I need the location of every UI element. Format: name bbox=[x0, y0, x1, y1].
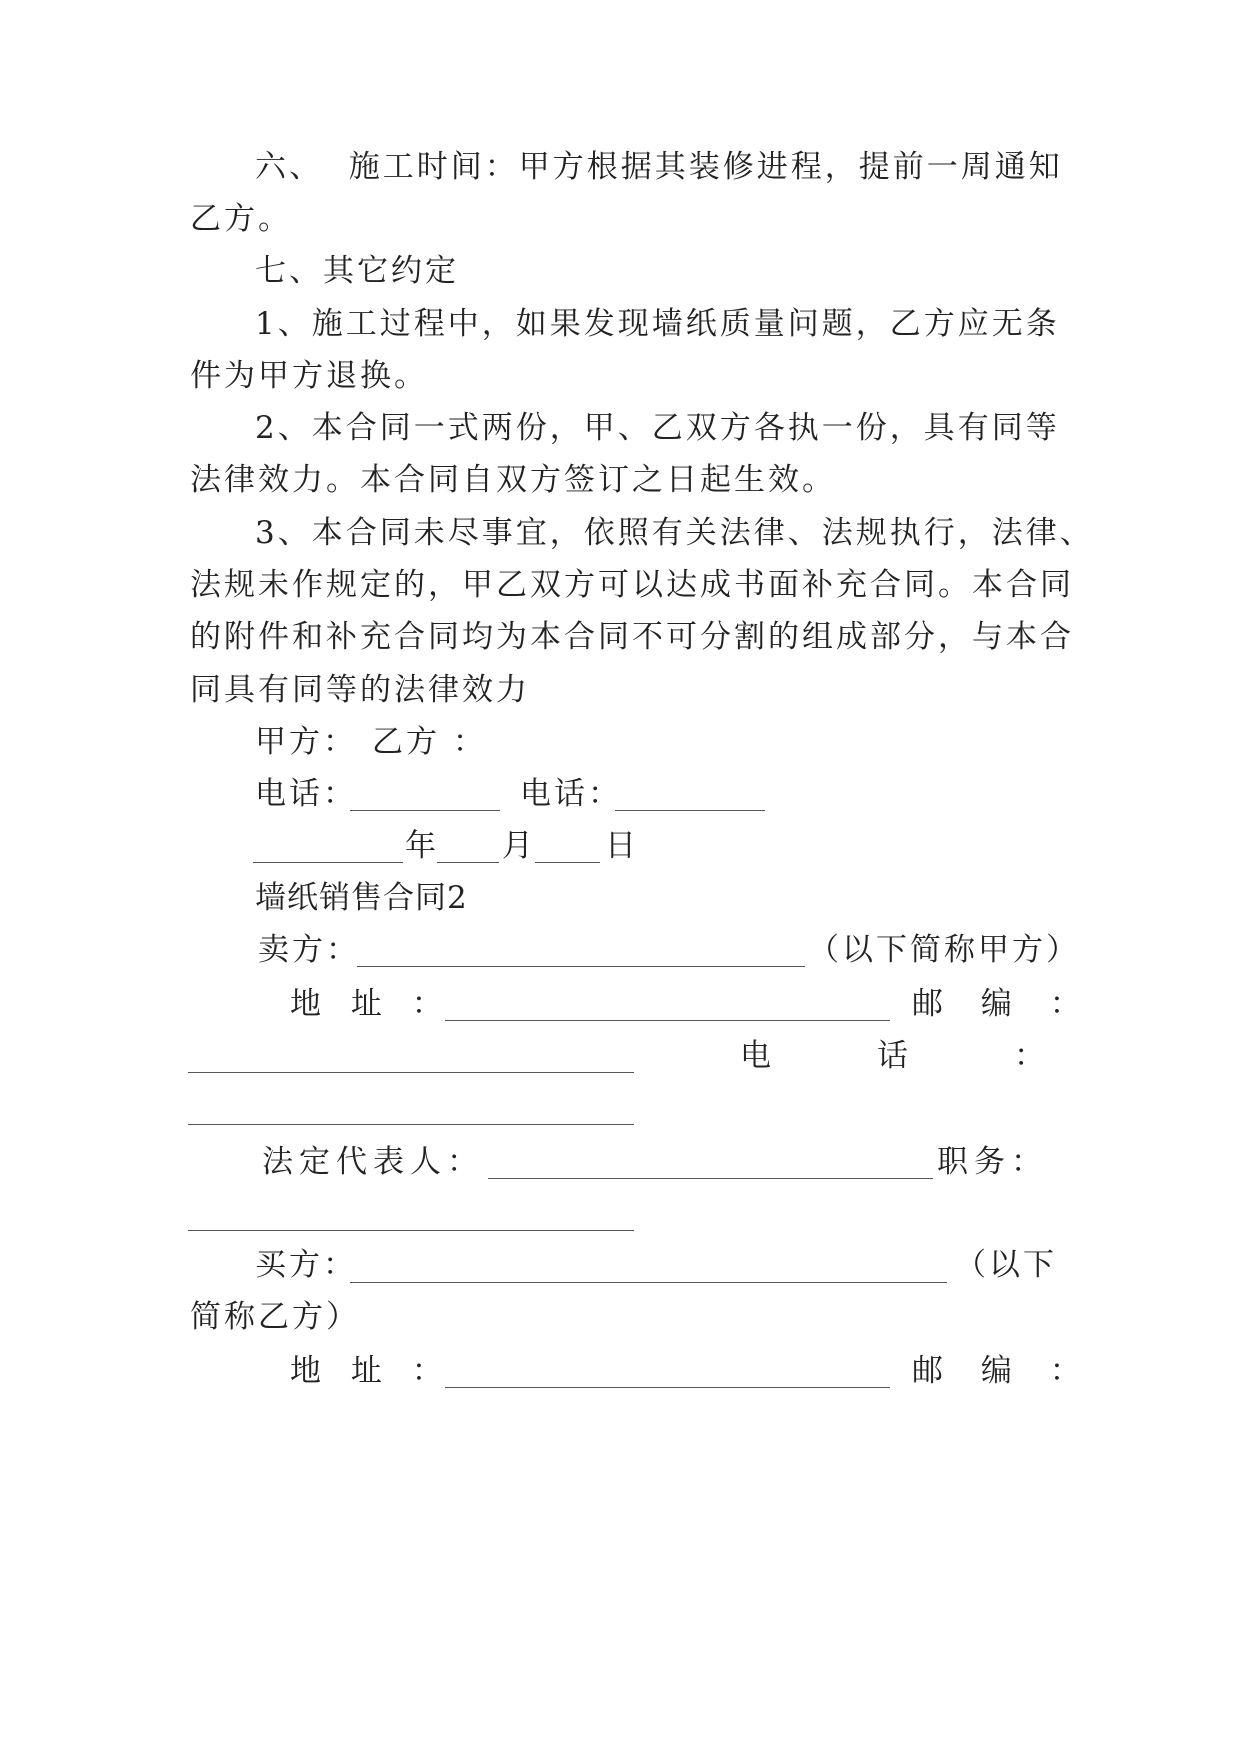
seller-blank bbox=[357, 966, 805, 967]
date-month-label: 月 bbox=[502, 828, 536, 864]
tel-char-2: 话 bbox=[877, 1038, 911, 1074]
legal-rep-label: 法定代表人： bbox=[262, 1144, 484, 1180]
tel-char-1: 电 bbox=[740, 1038, 774, 1074]
buyer-blank bbox=[350, 1282, 947, 1283]
contract-2-title: 墙纸销售合同2 bbox=[255, 880, 468, 916]
item-3-line-2: 法规未作规定的，甲乙双方可以达成书面补充合同。本合同 bbox=[190, 567, 1074, 603]
buyer-suffix: （以下 bbox=[955, 1247, 1057, 1283]
party-b-label: 乙方 ： bbox=[372, 724, 487, 760]
item-3-line-1: 3、本合同未尽事宜，依照有关法律、法规执行，法律、 bbox=[255, 515, 1094, 551]
tel-blank bbox=[188, 1124, 634, 1125]
position-label: 职务： bbox=[937, 1144, 1048, 1180]
postcode-label: 邮 编 ： bbox=[912, 986, 1095, 1022]
address-blank-2 bbox=[445, 1387, 890, 1388]
buyer-suffix-line-2: 简称乙方） bbox=[190, 1299, 360, 1335]
item-2-line-1: 2、本合同一式两份，甲、乙双方各执一份，具有同等 bbox=[255, 410, 1060, 446]
month-blank bbox=[437, 862, 499, 863]
legal-rep-blank bbox=[488, 1178, 933, 1179]
phone-a-blank bbox=[350, 810, 500, 811]
postcode-blank bbox=[188, 1072, 634, 1073]
phone-label-b: 电话： bbox=[520, 776, 622, 812]
item-3-line-4: 同具有同等的法律效力 bbox=[190, 672, 530, 708]
date-year-label: 年 bbox=[405, 828, 439, 864]
address-blank bbox=[445, 1020, 890, 1021]
party-a-label: 甲方： bbox=[255, 724, 357, 760]
clause-6-line-1: 六、 施工时间：甲方根据其装修进程，提前一周通知 bbox=[255, 149, 1063, 185]
item-1-line-2: 件为甲方退换。 bbox=[190, 358, 428, 394]
phone-b-blank bbox=[615, 810, 765, 811]
date-day-label: 日 bbox=[605, 828, 639, 864]
year-blank bbox=[253, 862, 403, 863]
tel-colon: ： bbox=[1014, 1038, 1048, 1074]
phone-label-a: 电话： bbox=[255, 776, 357, 812]
item-2-line-2: 法律效力。本合同自双方签订之日起生效。 bbox=[190, 462, 836, 498]
position-blank bbox=[188, 1230, 634, 1231]
buyer-label: 买方： bbox=[255, 1247, 357, 1283]
address-label-2: 地 址 ： bbox=[290, 1353, 453, 1389]
day-blank bbox=[535, 862, 600, 863]
clause-6-line-2: 乙方。 bbox=[190, 201, 292, 237]
item-1-line-1: 1、施工过程中，如果发现墙纸质量问题，乙方应无条 bbox=[255, 306, 1060, 342]
address-label: 地 址 ： bbox=[290, 986, 453, 1022]
seller-label: 卖方： bbox=[258, 932, 360, 968]
seller-suffix: （以下简称甲方） bbox=[808, 932, 1080, 968]
clause-7-title: 七、其它约定 bbox=[255, 253, 459, 289]
item-3-line-3: 的附件和补充合同均为本合同不可分割的组成部分，与本合 bbox=[190, 619, 1074, 655]
postcode-label-2: 邮 编 ： bbox=[912, 1353, 1095, 1389]
